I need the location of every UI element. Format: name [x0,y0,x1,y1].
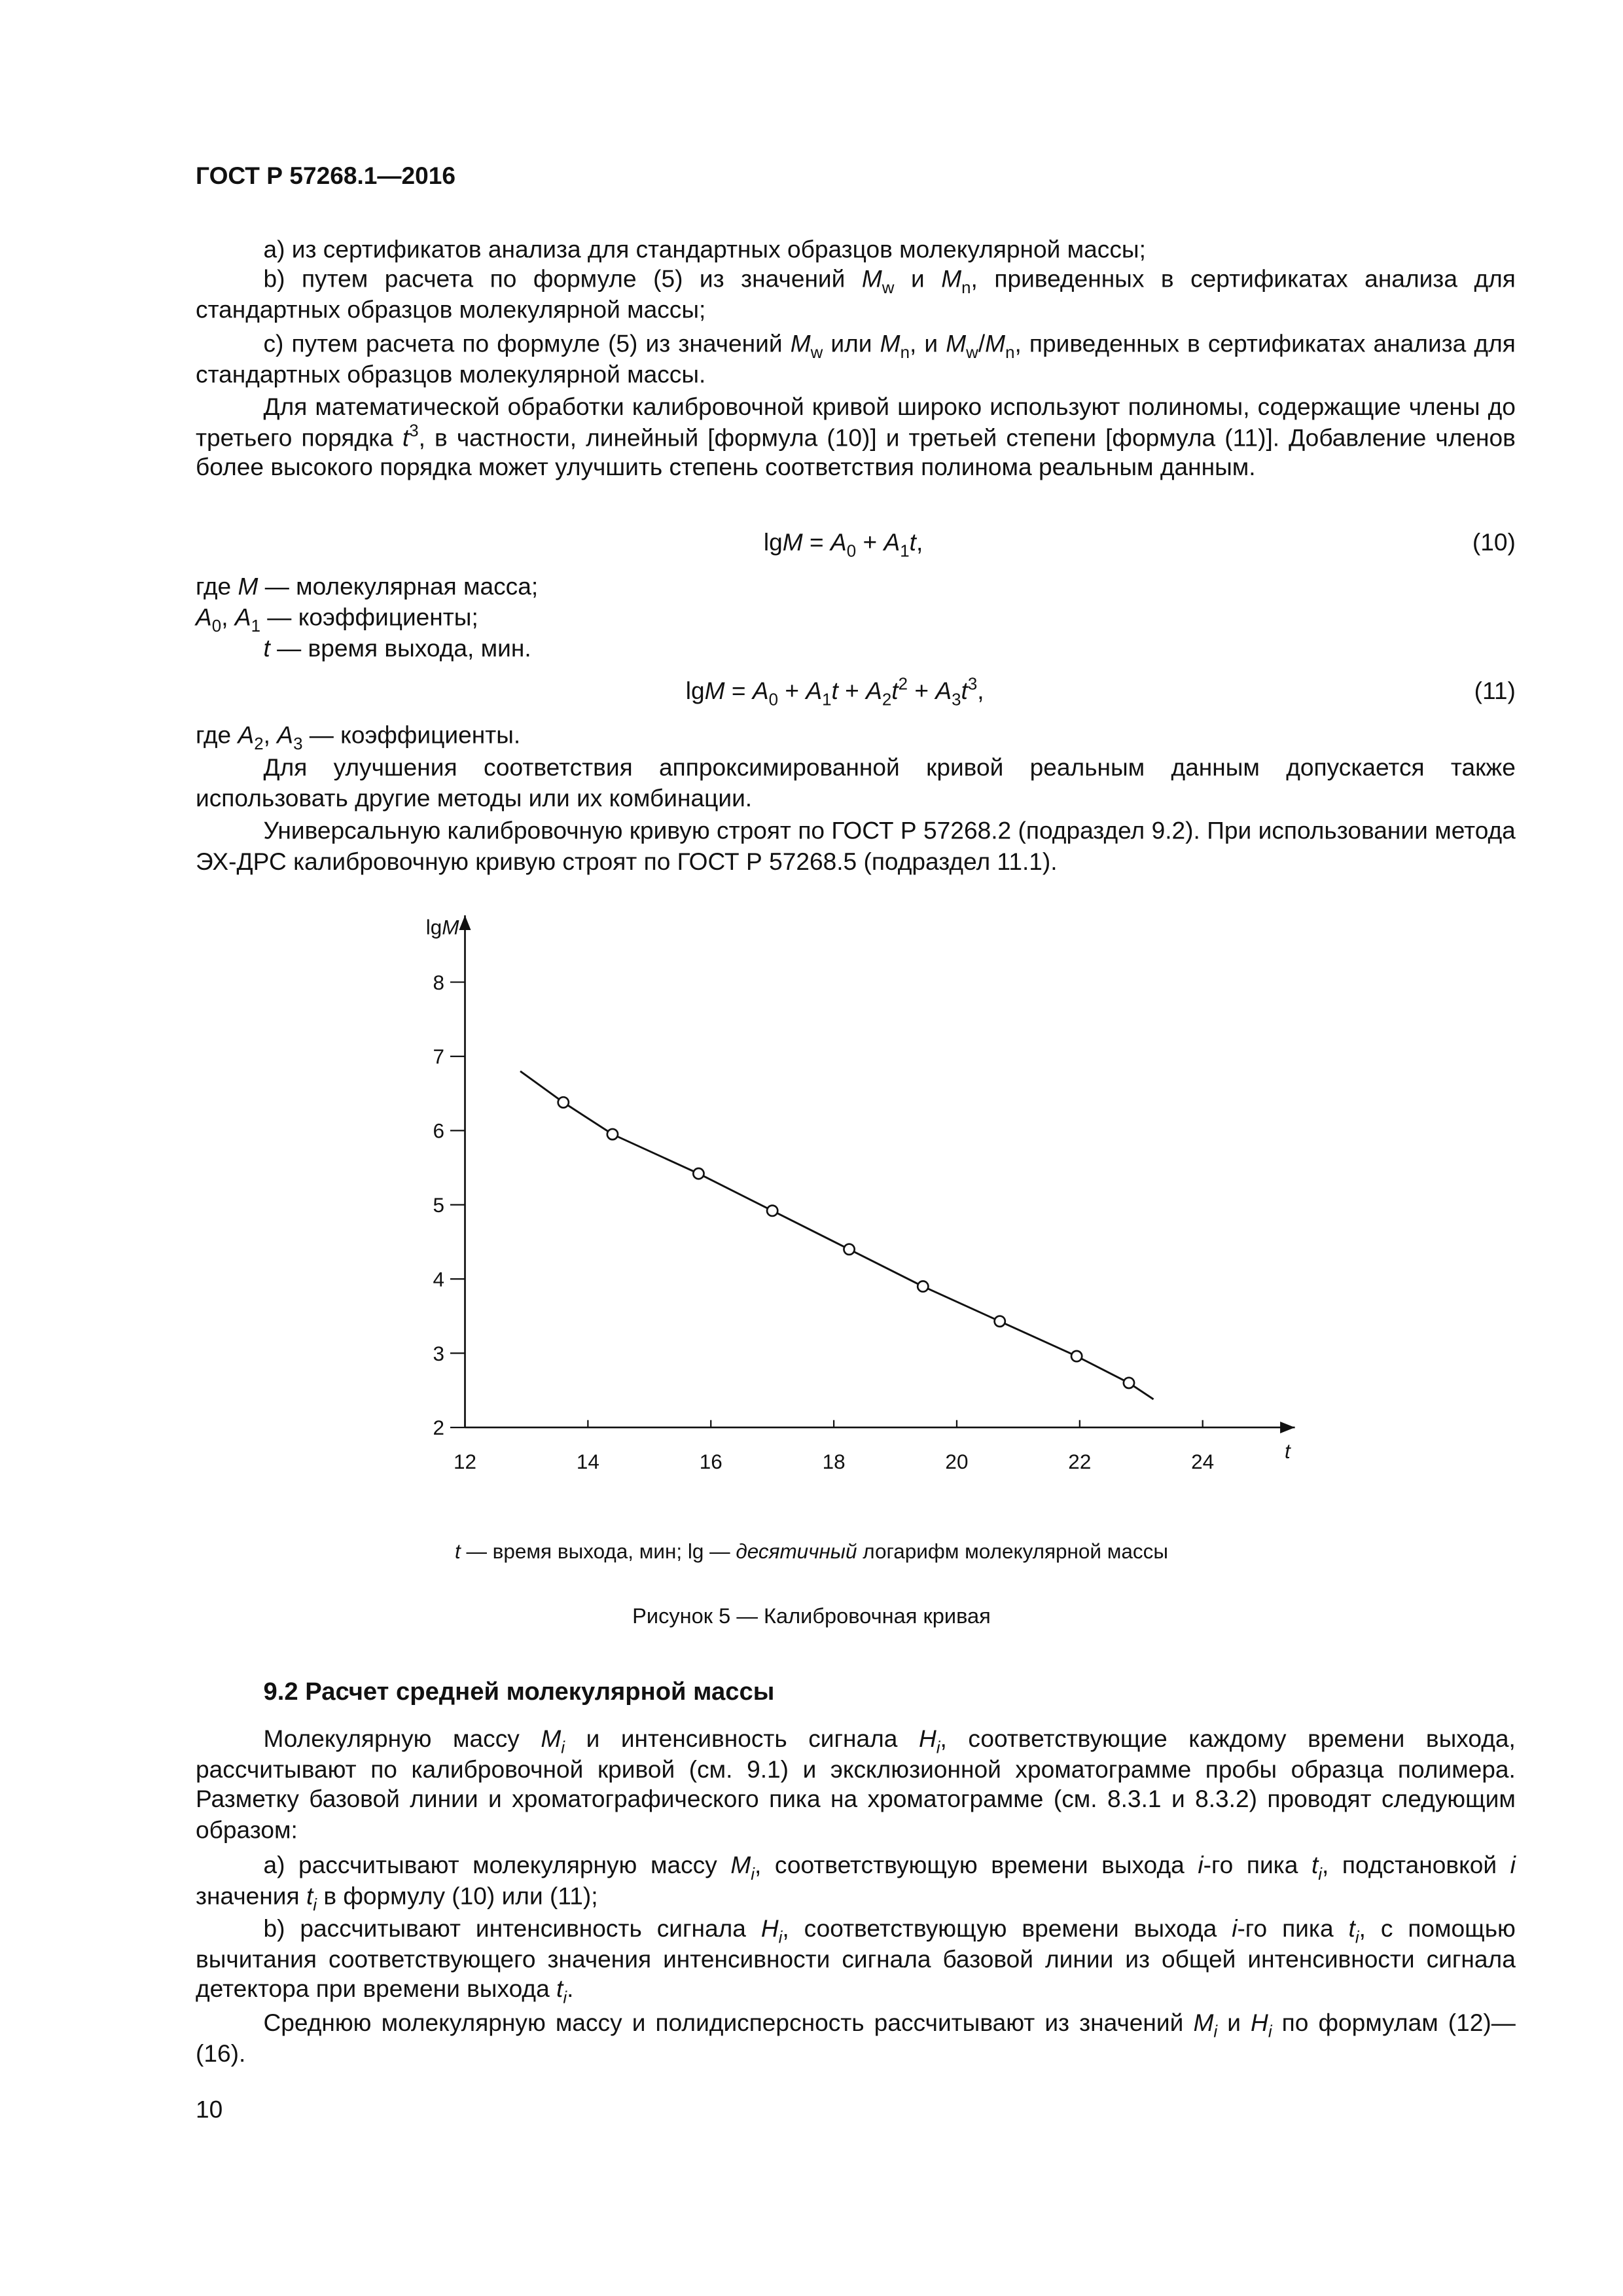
list-item-a: a) из сертификатов анализа для стандартных образцов молекулярной массы; [263,236,1146,264]
data-point [607,1129,618,1139]
equation-10: $\lg M = A_0 + A_1t$, [763,529,923,562]
x-tick-label: 12 [453,1450,477,1473]
data-point [995,1316,1005,1327]
where-A2-A3: где $A_2$, $A_3$ — коэффициенты. [196,722,521,754]
y-tick-label: 2 [433,1416,445,1440]
page-number: 10 [196,2096,223,2124]
x-axis-label: t [1284,1440,1291,1463]
x-tick-label: 18 [822,1450,846,1473]
x-tick-label: 14 [576,1450,599,1473]
y-tick-label: 8 [433,971,445,994]
x-tick-label: 24 [1191,1450,1215,1473]
equation-11: $\lg M = A_0 + A_1t + A_2t^2 + A_3t^3$, [685,676,984,710]
data-point [1071,1351,1082,1361]
calibration-curve [520,1071,1154,1399]
y-tick-label: 6 [433,1119,445,1143]
section-title: 9.2 Расчет средней молекулярной массы [263,1677,775,1706]
x-tick-label: 22 [1068,1450,1092,1473]
equation-11-number: (11) [1474,678,1516,705]
x-axis-arrow [1280,1422,1294,1433]
data-point [1124,1378,1134,1388]
equation-10-number: (10) [1472,529,1516,556]
figure-legend: t — время выхода, мин; lg — десятичный логарифм молекулярной массы [454,1539,1169,1563]
figure-caption: Рисунок 5 — Калибровочная кривая [632,1605,991,1629]
paragraph-polynomials: Для математической обработки калибровочной кривой широко используют полиномы, содержащие члены до третьего порядка $t^3$, в частности, линейный [формула (10)] и третьей степени [формула (11)]. Добавление членов более высокого порядка может улучшить степень соответствия полинома реальным данным. [196,394,1516,482]
where-t: t — время выхода, мин. [263,636,531,662]
paragraph-universal-curve: Универсальную калибровочную кривую строят по ГОСТ Р 57268.2 (подраздел 9.2). При использовании метода ЭХ-ДРС калибровочную кривую строят по ГОСТ Р 57268.5 (подраздел 11.1). [196,818,1516,875]
data-point [693,1168,704,1179]
list-item-c: c) путем расчета по формуле (5) из значений $M_w$ или $M_n$, и $M_w/M_n$, приведенных в сертификатах анализа для стандартных образцов молекулярной массы. [196,331,1516,388]
section-item-b: b) рассчитывают интенсивность сигнала $H_i$, соответствующую времени выхода i-го пика $t_i$, с помощью вычитания соответствующего значения интенсивности сигнала базовой линии из общей интенсивности сигнала детектора при времени выхода $t_i$. [196,1916,1516,2008]
list-item-b: b) путем расчета по формуле (5) из значений $M_w$ и $M_n$, приведенных в сертификатах анализа для стандартных образцов молекулярной массы; [196,266,1516,323]
data-point [844,1244,854,1255]
where-M: где M — молекулярная масса; [196,573,539,601]
y-tick-label: 5 [433,1193,445,1217]
x-tick-label: 20 [945,1450,969,1473]
y-tick-label: 7 [433,1045,445,1069]
data-point [918,1281,928,1291]
data-point [558,1097,569,1107]
y-tick-label: 4 [433,1268,445,1291]
y-axis-arrow [459,916,471,930]
y-tick-label: 3 [433,1342,445,1365]
section-item-a: a) рассчитывают молекулярную массу $M_i$, соответствующую времени выхода i-го пика $t_i$, подстановкой i значения $t_i$ в формулу (10) или (11); [196,1852,1516,1914]
data-point [767,1206,777,1216]
document-header: ГОСТ Р 57268.1—2016 [196,163,456,190]
where-A0-A1: $A_0$, $A_1$ — коэффициенты; [196,605,478,636]
y-axis-label: lgM [425,916,459,939]
paragraph-other-methods: Для улучшения соответствия аппроксимированной кривой реальным данным допускается также использовать другие методы или их комбинации. [196,755,1516,812]
section-paragraph-1: Молекулярную массу $M_i$ и интенсивность сигнала $H_i$, соответствующие каждому времени выхода, рассчитывают по калибровочной кривой (см. 9.1) и эксклюзионной хроматограмме пробы образца полимера. Разметку базовой линии и хроматографического пика на хроматограмме (см. 8.3.1 и 8.3.2) проводят следующим образом: [196,1726,1516,1844]
x-tick-label: 16 [699,1450,722,1473]
section-paragraph-2: Среднюю молекулярную массу и полидисперсность рассчитывают из значений $M_i$ и $H_i$ по формулам (12)—(16). [196,2010,1516,2068]
